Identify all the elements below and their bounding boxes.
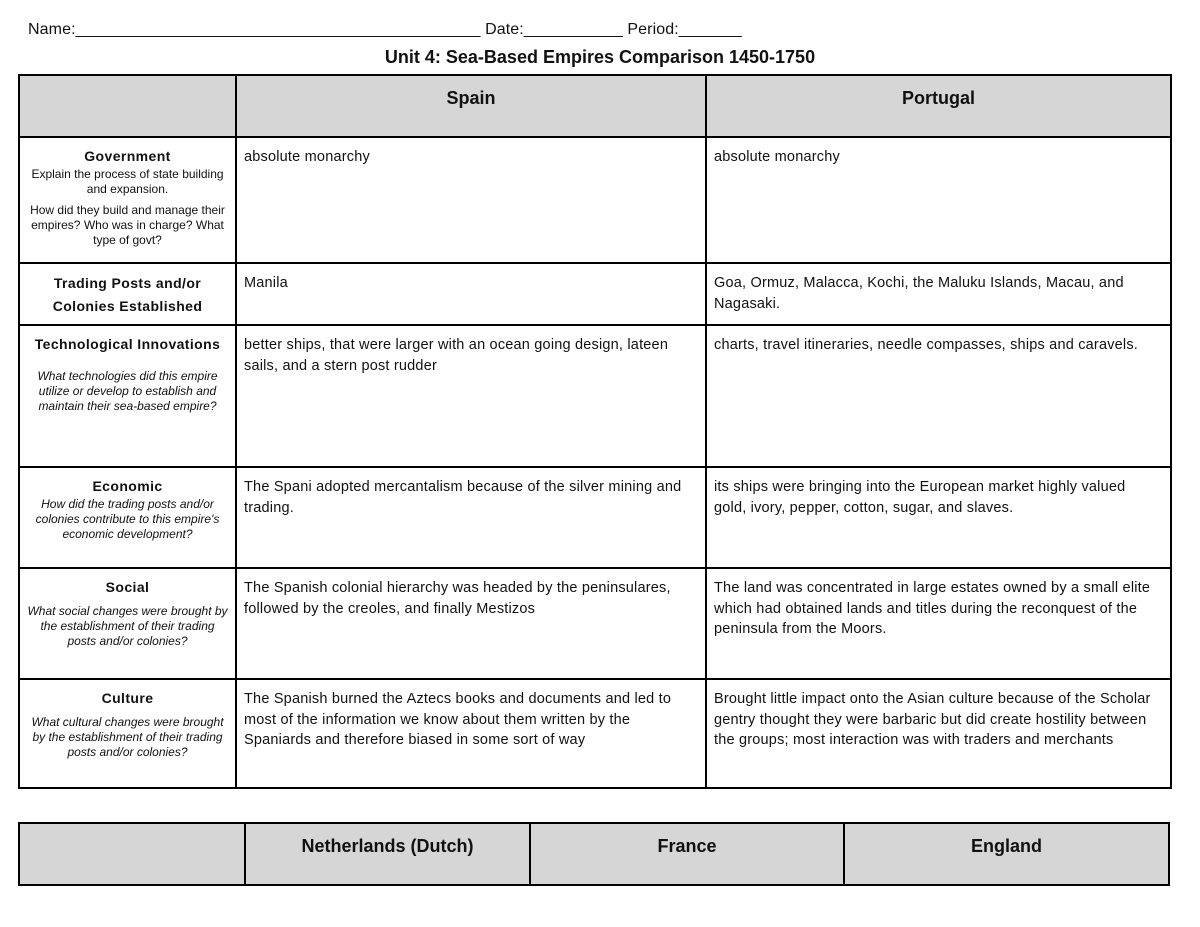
corner-header-cell	[19, 823, 245, 885]
student-info-line	[28, 21, 742, 39]
portugal-column-header: Portugal	[706, 75, 1171, 137]
spain-trading-posts-cell[interactable]: Manila	[236, 263, 706, 325]
spain-technology-cell[interactable]: better ships, that were larger with an ocean going design, lateen sails, and a stern post rudder	[236, 325, 706, 467]
row-header-trading-posts	[19, 263, 236, 325]
table-row-social	[19, 568, 1171, 679]
spain-column-header: Spain	[236, 75, 706, 137]
row-title: Social	[105, 579, 150, 595]
row-description: How did the trading posts and/or colonies contribute to this empire's economic development?	[35, 497, 220, 541]
france-column-header: France	[530, 823, 844, 885]
date-label: Date:	[485, 21, 524, 38]
row-header-economic	[19, 467, 236, 568]
name-blank[interactable]: _____________________________________________	[75, 21, 481, 38]
table-row-culture	[19, 679, 1171, 788]
row-title: Trading Posts and/or Colonies Established	[52, 275, 203, 314]
table-row-trading-posts	[19, 263, 1171, 325]
portugal-government-cell[interactable]: absolute monarchy	[706, 137, 1171, 263]
england-column-header: England	[844, 823, 1169, 885]
portugal-trading-posts-cell[interactable]: Goa, Ormuz, Malacca, Kochi, the Maluku Islands, Macau, and Nagasaki.	[706, 263, 1171, 325]
row-description: What social changes were brought by the establishment of their trading posts and/or colonies?	[27, 604, 228, 648]
row-description: What cultural changes were brought by the establishment of their trading posts and/or colonies?	[31, 715, 224, 759]
spain-government-cell[interactable]: absolute monarchy	[236, 137, 706, 263]
table-header-row	[19, 823, 1169, 885]
table-row-technology	[19, 325, 1171, 467]
table-row-economic	[19, 467, 1171, 568]
empires-comparison-table-2	[18, 822, 1170, 886]
row-header-social	[19, 568, 236, 679]
period-label: Period:	[627, 21, 679, 38]
period-blank[interactable]: _______	[678, 21, 742, 38]
table-row-government	[19, 137, 1171, 263]
row-title: Culture	[101, 690, 154, 706]
name-label: Name:	[28, 21, 76, 38]
corner-header-cell	[19, 75, 236, 137]
row-title: Technological Innovations	[34, 336, 221, 352]
row-title: Government	[84, 148, 171, 164]
row-header-culture	[19, 679, 236, 788]
table-header-row	[19, 75, 1171, 137]
row-description: How did they build and manage their empires? Who was in charge? What type of govt?	[30, 203, 225, 247]
page-title: Unit 4: Sea-Based Empires Comparison 1450-1750	[384, 47, 816, 67]
empires-comparison-table	[18, 74, 1172, 789]
portugal-technology-cell[interactable]: charts, travel itineraries, needle compasses, ships and caravels.	[706, 325, 1171, 467]
date-blank[interactable]: ___________	[523, 21, 623, 38]
spain-social-cell[interactable]: The Spanish colonial hierarchy was headed by the peninsulares, followed by the creoles, and finally Mestizos	[236, 568, 706, 679]
portugal-culture-cell[interactable]: Brought little impact onto the Asian culture because of the Scholar gentry thought they were barbaric but did create hostility between the groups; most interaction was with traders and merchants	[706, 679, 1171, 788]
netherlands-column-header: Netherlands (Dutch)	[245, 823, 530, 885]
row-description: What technologies did this empire utilize or develop to establish and maintain their sea-based empire?	[37, 369, 218, 413]
portugal-social-cell[interactable]: The land was concentrated in large estates owned by a small elite which had obtained lands and titles during the reconquest of the peninsula from the Moors.	[706, 568, 1171, 679]
spain-culture-cell[interactable]: The Spanish burned the Aztecs books and documents and led to most of the information we know about them written by the Spaniards and therefore biased in some sort of way	[236, 679, 706, 788]
portugal-economic-cell[interactable]: its ships were bringing into the European market highly valued gold, ivory, pepper, cotton, sugar, and slaves.	[706, 467, 1171, 568]
spain-economic-cell[interactable]: The Spani adopted mercantalism because of the silver mining and trading.	[236, 467, 706, 568]
row-header-government	[19, 137, 236, 263]
row-description: Explain the process of state building and expansion.	[31, 167, 224, 196]
row-title: Economic	[92, 478, 163, 494]
row-header-technology	[19, 325, 236, 467]
